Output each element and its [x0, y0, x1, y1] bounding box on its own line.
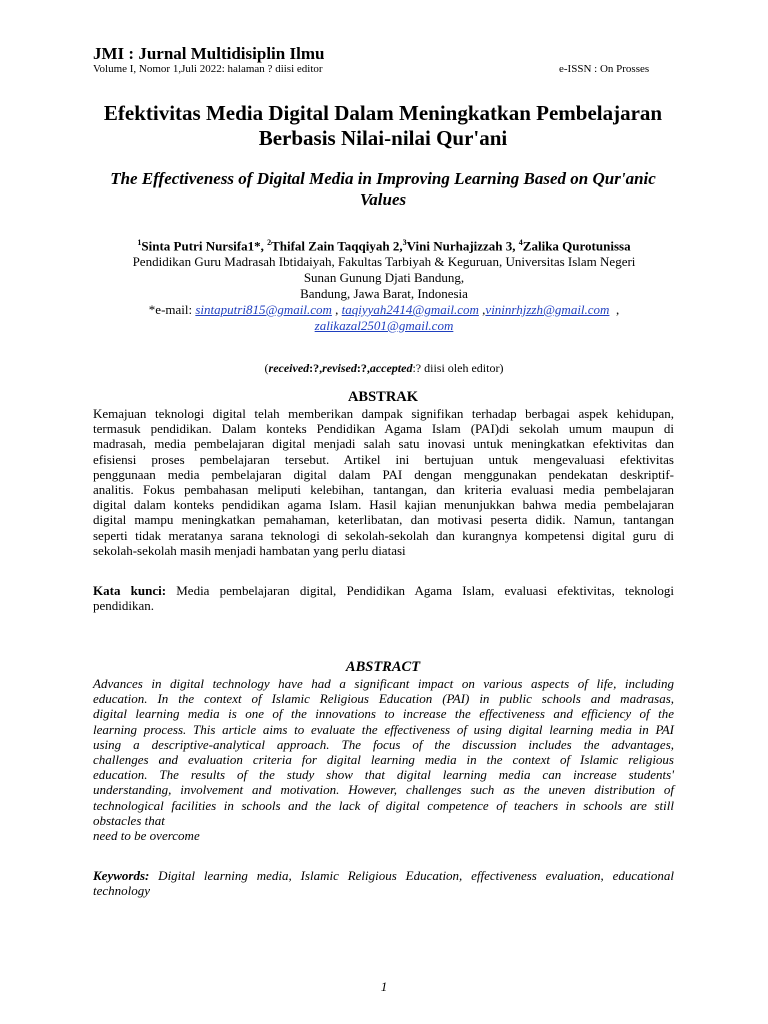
keywords-label: Keywords:: [93, 868, 150, 883]
text-line: digital learning media is one of the innovations to increase the effectiveness and efficiency of the: [93, 706, 674, 722]
text-line: need to be overcome: [93, 827, 200, 843]
author: Sinta Putri Nursifa1*,: [141, 238, 268, 254]
text-line: digital dalam konteks pendidikan agama Islam. Hasil kajian menunjukkan bahwa media pembelajaran: [93, 497, 674, 513]
received-info: [80, 361, 688, 376]
volume-info: Volume I, Nomor 1,Juli 2022: halaman ? diisi editor: [93, 63, 323, 75]
revised-label: revised: [322, 361, 357, 375]
text-line: obstacles that: [93, 812, 165, 828]
author: Zalika Qurotunissa: [522, 238, 631, 254]
journal-name: JMI : Jurnal Multidisiplin Ilmu: [93, 44, 325, 63]
accepted-label: accepted: [369, 361, 413, 375]
keywords-line: pendidikan.: [93, 598, 155, 614]
author: Thifal Zain Taqqiyah 2,: [271, 238, 403, 254]
affiliation: [80, 254, 688, 334]
text-line: Kemajuan teknologi digital telah memberikan dampak signifikan terhadap berbagai aspek kehidupan,: [93, 406, 674, 421]
text-line: education. In the context of Islamic Religious Education (PAI) in public schools and madrasas,: [93, 691, 674, 707]
email-link[interactable]: sintaputri815@gmail.com: [195, 302, 332, 317]
text-line: sekolah-sekolah masih menjadi hambatan yang perlu diatasi: [93, 542, 406, 558]
email-link[interactable]: zalikazal2501@gmail.com: [314, 318, 454, 333]
author: Vini Nurhajizzah 3,: [406, 238, 519, 254]
keywords: [93, 868, 674, 898]
keywords-text: Media pembelajaran digital, Pendidikan Agama Islam, evaluasi efektivitas, teknologi: [166, 583, 674, 598]
subtitle-line: The Effectiveness of Digital Media in Improving Learning Based on Qur'anic: [110, 169, 656, 188]
text-line: using a descriptive-analytical approach. The focus of the discussion includes the advantages,: [93, 736, 674, 752]
author-sup: 4: [518, 238, 523, 247]
text-line: Advances in digital technology have had a significant impact on various aspects of life, including: [93, 676, 674, 691]
text-line: digital mampu meningkatkan pemahaman, keterlibatan, dan motivasi peserta didik. Namun, tantangan: [93, 512, 674, 528]
subtitle-line: Values: [359, 190, 407, 209]
author-sup: 2: [267, 238, 272, 247]
abstract-body: [93, 676, 674, 843]
abstract-heading: ABSTRACT: [345, 659, 421, 675]
text-line: analitis. Fokus pembahasan meliputi kelebihan, tantangan, dan kriteria evaluasi media pembelajaran: [93, 481, 674, 497]
keywords-line: technology: [93, 883, 151, 899]
author-sup: 1: [137, 238, 142, 247]
received-label: received: [268, 361, 310, 375]
email-link[interactable]: vininrhjzzh@gmail.com: [485, 302, 610, 317]
text-line: termasuk pendidikan. Dalam konteks Pendidikan Agama Islam (PAI)di sekolah umum maupun di: [93, 421, 674, 437]
page-number: 1: [380, 979, 388, 994]
accepted-value: :? diisi oleh editor): [412, 361, 504, 375]
text-line: challenges and evaluation criteria for digital learning media in the context of Islamic religious: [93, 751, 674, 767]
text-line: technological facilities in schools and the lack of digital competence of teachers in schools are still: [93, 797, 674, 813]
affiliation-line: Sunan Gunung Djati Bandung,: [303, 270, 465, 285]
affiliation-line: Bandung, Jawa Barat, Indonesia: [300, 286, 468, 301]
abstrak-heading: ABSTRAK: [347, 389, 419, 405]
title-line: Berbasis Nilai-nilai Qur'ani: [258, 126, 508, 150]
email-label: *e-mail:: [148, 302, 196, 317]
affiliation-line: Pendidikan Guru Madrasah Ibtidaiyah, Fakultas Tarbiyah & Keguruan, Universitas Islam Negeri: [132, 254, 636, 269]
kata-kunci: [93, 583, 674, 613]
text-line: understanding, involvement and motivation. However, challenges such as the uneven distribution of: [93, 782, 674, 798]
text-line: seperti tidak meratanya sarana teknologi di sekolah-sekolah dan kurangnya kompetensi digital guru di: [93, 527, 674, 543]
paper-title: [80, 101, 686, 151]
keywords-text: Digital learning media, Islamic Religious Education, effectiveness evaluation, educational: [149, 868, 674, 883]
author-list: [80, 238, 688, 254]
keywords-line: [93, 868, 674, 883]
keywords-line: [93, 583, 674, 598]
text-line: efisiensi proses pembelajaran tersebut. Artikel ini bertujuan untuk mengevaluasi efektivitas: [93, 451, 674, 467]
email-line: *e-mail: sintaputri815@gmail.com , taqiyyah2414@gmail.com ,vininrhjzzh@gmail.com ,: [148, 302, 620, 317]
abstrak-body: [93, 406, 674, 558]
issn: e-ISSN : On Prosses: [559, 63, 650, 75]
keywords-label: Kata kunci:: [93, 583, 167, 598]
received-open: (: [264, 361, 269, 375]
text-line: learning process. This article aims to evaluate the effectiveness of using digital learning media in PAI: [93, 721, 674, 737]
revised-value: :?,: [356, 361, 370, 375]
text-line: penggunaan media pembelajaran digital dalam PAI dengan menggunakan pendekatan deskriptif-: [93, 466, 674, 482]
email-line: [80, 318, 688, 334]
email-link[interactable]: taqiyyah2414@gmail.com: [341, 302, 479, 317]
text-line: madrasah, media pembelajaran digital menjadi salah satu inovasi untuk meningkatkan efektivitas dan: [93, 436, 674, 452]
text-line: education. The results of the study show that digital learning media can increase students': [93, 767, 674, 783]
title-line: Efektivitas Media Digital Dalam Meningkatkan Pembelajaran: [103, 101, 663, 125]
received-value: :?,: [309, 361, 323, 375]
paper-subtitle: [90, 168, 676, 210]
author-sup: 3: [402, 238, 407, 247]
